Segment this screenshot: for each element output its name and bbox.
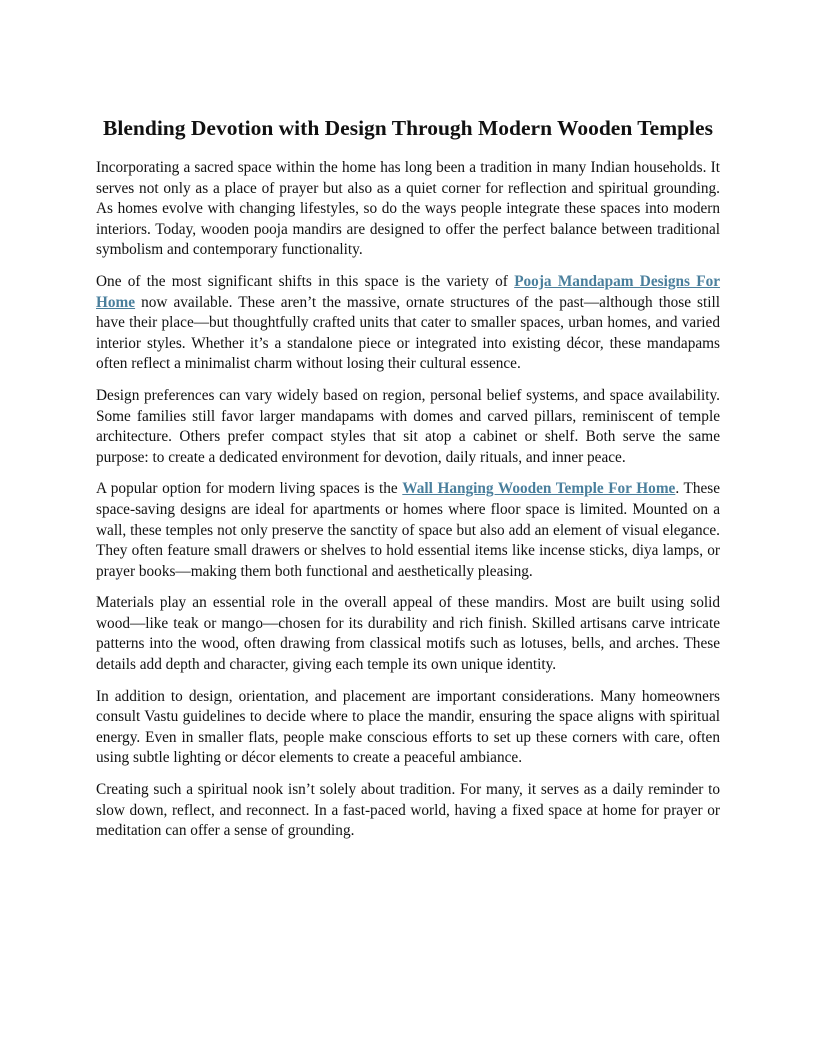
pooja-mandapam-link[interactable]: Pooja Mandapam Designs For Home <box>96 272 721 311</box>
document-title: Blending Devotion with Design Through Modern Wooden Temples <box>103 116 713 140</box>
document-page <box>96 112 720 853</box>
paragraph-text: A popular option for modern living spaces is the <box>96 480 403 498</box>
paragraph-intro: Incorporating a sacred space within the home has long been a tradition in many Indian households. It serves not only as a place of prayer but also as a quiet corner for reflection and spiritual grounding. As homes evolve with changing lifestyles, so do the ways people integrate these spaces into modern interiors. Today, wooden pooja mandirs are designed to offer the perfect balance between traditional symbolism and contemporary functionality. <box>96 159 720 259</box>
paragraph-text: One of the most significant shifts in this space is the variety of <box>96 272 515 290</box>
paragraph-closing: Creating such a spiritual nook isn’t solely about tradition. For many, it serves as a daily reminder to slow down, reflect, and reconnect. In a fast-paced world, having a fixed space at home for prayer or meditation can offer a sense of grounding. <box>96 781 720 840</box>
paragraph-wall-hanging <box>96 479 720 582</box>
paragraph-mandapam <box>96 272 720 375</box>
wall-hanging-temple-link[interactable]: Wall Hanging Wooden Temple For Home <box>402 480 676 498</box>
paragraph-text: . These space-saving designs are ideal for apartments or homes where floor space is limited. Mounted on a wall, these temples not only preserve the sanctity of space but also add an element of visual elegance. They often feature small drawers or shelves to hold essential items like incense sticks, diya lamps, or prayer books—making them both functional and aesthetically pleasing. <box>96 480 721 580</box>
paragraph-design-preferences: Design preferences can vary widely based on region, personal belief systems, and space availability. Some families still favor larger mandapams with domes and carved pillars, reminiscent of temple architecture. Others prefer compact styles that sit atop a cabinet or shelf. Both serve the same purpose: to create a dedicated environment for devotion, daily rituals, and inner peace. <box>96 386 720 466</box>
paragraph-orientation: In addition to design, orientation, and placement are important considerations. Many homeowners consult Vastu guidelines to decide where to place the mandir, ensuring the space aligns with spiritual energy. Even in smaller flats, people make conscious efforts to set up these corners with care, often using subtle lighting or décor elements to create a peaceful ambiance. <box>96 687 720 767</box>
paragraph-text: now available. These aren’t the massive, ornate structures of the past—although those still have their place—but thoughtfully crafted units that cater to smaller spaces, urban homes, and varied interior styles. Whether it’s a standalone piece or integrated into existing décor, these mandapams often reflect a minimalist charm without losing their cultural essence. <box>96 293 720 373</box>
paragraph-materials: Materials play an essential role in the overall appeal of these mandirs. Most are built using solid wood—like teak or mango—chosen for its durability and rich finish. Skilled artisans carve intricate patterns into the wood, often drawing from classical motifs such as lotuses, bells, and arches. These details add depth and character, giving each temple its own unique identity. <box>96 594 720 674</box>
